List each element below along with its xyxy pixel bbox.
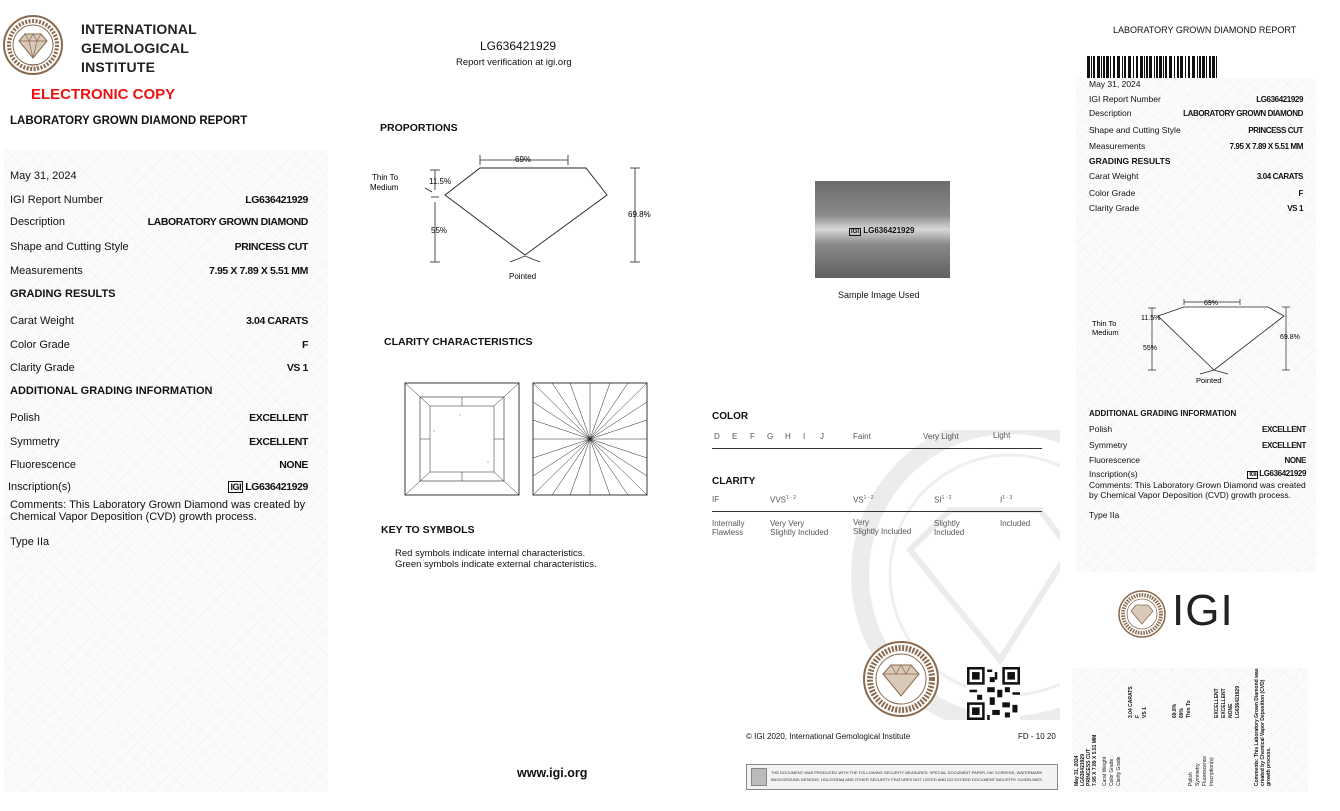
rotated-summary-strip: [1072, 668, 1308, 792]
symmetry-label: Symmetry: [10, 436, 60, 448]
clarity-desc-vvs: Very Very Slightly Included: [770, 519, 829, 537]
barcode-bar: [1146, 56, 1148, 78]
right-proportions-diagram: [1088, 292, 1308, 392]
shape-value: PRINCESS CUT: [234, 241, 308, 253]
right-symmetry-value: EXCELLENT: [1262, 441, 1306, 450]
color-range-light: Light: [993, 431, 1011, 440]
igi-logo-text: IGI: [1172, 586, 1234, 635]
table-percent: 69%: [515, 155, 532, 164]
right-clarity-grade-label: Clarity Grade: [1089, 203, 1140, 213]
right-additional-info-heading: ADDITIONAL GRADING INFORMATION: [1089, 409, 1237, 418]
proportions-heading: PROPORTIONS: [380, 122, 458, 134]
sample-igi-mark: IGI: [851, 229, 860, 235]
symmetry-value: EXCELLENT: [249, 436, 308, 448]
website-footer: www.igi.org: [517, 766, 588, 780]
right-culet-label: Pointed: [1196, 376, 1222, 385]
barcode-bar: [1106, 56, 1109, 78]
clarity-grade-value: VS 1: [286, 362, 308, 374]
verification-text: Report verification at igi.org: [456, 57, 572, 68]
igi-seal-bottom: [862, 640, 940, 718]
right-inscription-logo-icon: IGI: [1249, 472, 1257, 478]
color-grade-f: F: [750, 432, 755, 441]
sample-image-caption: Sample Image Used: [838, 290, 920, 300]
clarity-plot-pavilion: [532, 382, 648, 496]
fluorescence-value: NONE: [279, 459, 308, 471]
right-comments-text: Comments: This Laboratory Grown Diamond was created by Chemical Vapor Deposition (CVD) growth process.: [1089, 480, 1306, 500]
shape-label: Shape and Cutting Style: [10, 241, 129, 253]
color-range-very-light: Very Light: [923, 432, 959, 441]
right-diamond-type: Type IIa: [1089, 510, 1120, 520]
barcode-bar: [1206, 56, 1207, 78]
right-measurements-value: 7.95 X 7.89 X 5.51 MM: [1229, 142, 1303, 151]
carat-weight-label: Carat Weight: [10, 315, 74, 327]
color-grade-e: E: [732, 432, 738, 441]
color-grade-j: J: [820, 432, 824, 441]
measurements-label: Measurements: [10, 265, 83, 277]
barcode-bar: [1122, 56, 1123, 78]
right-report-date: May 31, 2024: [1089, 79, 1141, 89]
org-name-line1: INTERNATIONAL: [81, 21, 197, 37]
barcode-bar: [1192, 56, 1195, 78]
strip-col3: 3.04 CARATS F VS 1: [1128, 686, 1148, 718]
clarity-desc-if: Internally Flawless: [712, 519, 745, 537]
clarity-grade-vs: VS$^{1 - 2}$: [853, 495, 874, 505]
strip-col7: Comments: This Laboratory Grown Diamond was created by Chemical Vapor Deposition (CVD) growth process.: [1254, 668, 1272, 786]
strip-col4: 69.8% 69% Thin To: [1172, 700, 1192, 718]
barcode-bar: [1180, 56, 1183, 78]
qr-code: [967, 667, 1020, 720]
clarity-desc-i: Included: [1000, 519, 1031, 528]
barcode-bar: [1103, 56, 1105, 78]
right-grading-results-heading: GRADING RESULTS: [1089, 156, 1171, 166]
right-report-number-value: LG636421929: [1256, 95, 1303, 104]
pavilion-percent: 55%: [431, 226, 448, 235]
security-notice-box: [746, 764, 1058, 790]
report-number-header: LG636421929: [480, 39, 557, 53]
electronic-copy-label: ELECTRONIC COPY: [31, 86, 176, 103]
barcode-bar: [1199, 56, 1201, 78]
report-title: LABORATORY GROWN DIAMOND REPORT: [10, 115, 248, 127]
right-polish-label: Polish: [1089, 424, 1113, 434]
right-description-label: Description: [1089, 108, 1132, 118]
crown-percent: 11.5%: [429, 177, 452, 186]
barcode-bar: [1174, 56, 1175, 78]
culet-label: Pointed: [509, 272, 537, 281]
sample-inscription-image: [815, 181, 950, 278]
form-code: FD - 10 20: [1018, 732, 1056, 741]
proportions-diagram: [365, 145, 665, 285]
color-grade-g: G: [767, 432, 774, 441]
color-grade-value: F: [301, 339, 308, 351]
igi-seal-small: [1117, 589, 1167, 639]
barcode-bar: [1185, 56, 1186, 78]
right-girdle-label-line2: Medium: [1092, 328, 1119, 337]
color-grade-label: Color Grade: [10, 339, 70, 351]
additional-info-heading: ADDITIONAL GRADING INFORMATION: [10, 385, 213, 397]
barcode-bar: [1133, 56, 1134, 78]
right-color-grade-label: Color Grade: [1089, 188, 1136, 198]
right-description-value: LABORATORY GROWN DIAMOND: [1183, 109, 1303, 118]
right-clarity-grade-value: VS 1: [1287, 204, 1303, 213]
right-polish-value: EXCELLENT: [1262, 425, 1306, 434]
barcode-bar: [1169, 56, 1172, 78]
copyright-text: © IGI 2020, International Gemological Institute: [746, 732, 911, 741]
right-girdle-label-line1: Thin To: [1092, 319, 1117, 328]
barcode-bar: [1091, 56, 1092, 78]
barcode-bar: [1197, 56, 1198, 78]
comments-text: Comments: This Laboratory Grown Diamond was created by Chemical Vapor Deposition (CVD) growth process.: [10, 499, 306, 523]
diamond-type: Type IIa: [10, 536, 50, 548]
color-grade-d: D: [714, 432, 720, 441]
fluorescence-label: Fluorescence: [10, 459, 77, 471]
barcode-bar: [1149, 56, 1152, 78]
barcode: [1087, 56, 1219, 78]
carat-weight-value: 3.04 CARATS: [246, 315, 308, 327]
right-fluorescence-label: Fluorescence: [1089, 455, 1141, 465]
strip-col1: May 31, 2024 LG636421929 PRINCESS CUT 7.95 X 7.89 X 5.51 MM: [1074, 734, 1098, 786]
polish-label: Polish: [10, 412, 40, 424]
right-symmetry-label: Symmetry: [1089, 440, 1128, 450]
clarity-plot-crown: [404, 382, 520, 496]
security-notice-text: THE DOCUMENT WAS PRODUCED WITH THE FOLLOWING SECURITY MEASURES: SPECIAL DOCUMENT PAPER, INK SCREENS, WATERMARK BACKGROUND DESIGNS, HOLOGRAM AND OTHER SECURITY FEATURES NOT LISTED AND DO EXCEED DOCUMENT INDUSTRY GUIDELINES.: [771, 770, 1043, 782]
clarity-scale-rule: [712, 511, 1042, 512]
barcode-bar: [1163, 56, 1164, 78]
girdle-label-line2: Medium: [370, 183, 399, 192]
barcode-bar: [1093, 56, 1095, 78]
report-number-label: IGI Report Number: [10, 194, 103, 206]
org-name-line2: GEMOLOGICAL: [81, 40, 189, 56]
right-pavilion-percent: 55%: [1143, 345, 1158, 352]
inscription-label: Inscription(s): [8, 481, 71, 493]
clarity-grade-label: Clarity Grade: [10, 362, 75, 374]
barcode-bar: [1154, 56, 1155, 78]
barcode-bar: [1156, 56, 1158, 78]
right-table-percent: 69%: [1204, 300, 1219, 307]
igi-seal-logo: [2, 14, 64, 76]
clarity-grade-vvs: VVS$^{1 - 2}$: [770, 495, 797, 505]
seal-year: 1975: [27, 64, 39, 70]
right-carat-weight-value: 3.04 CARATS: [1256, 172, 1303, 181]
color-grade-i: I: [803, 432, 806, 441]
depth-percent: 69.8%: [628, 210, 651, 219]
org-name-line3: INSTITUTE: [81, 59, 156, 75]
barcode-bar: [1101, 56, 1102, 78]
barcode-bar: [1110, 56, 1111, 78]
color-scale-rule: [712, 448, 1042, 449]
barcode-bar: [1136, 56, 1138, 78]
strip-col6: EXCELLENT EXCELLENT NONE LG636421929: [1214, 686, 1241, 718]
right-measurements-label: Measurements: [1089, 141, 1146, 151]
barcode-bar: [1202, 56, 1205, 78]
key-green-symbols: Green symbols indicate external characteristics.: [395, 559, 597, 570]
key-to-symbols-heading: KEY TO SYMBOLS: [381, 524, 475, 536]
clarity-characteristics-heading: CLARITY CHARACTERISTICS: [384, 336, 533, 348]
report-date: May 31, 2024: [10, 170, 77, 182]
right-shape-label: Shape and Cutting Style: [1089, 125, 1181, 135]
measurements-value: 7.95 X 7.89 X 5.51 MM: [209, 265, 308, 277]
right-depth-percent: 69.8%: [1280, 334, 1300, 341]
clarity-grade-if: IF: [712, 495, 720, 504]
polish-value: EXCELLENT: [249, 412, 308, 424]
barcode-bar: [1097, 56, 1100, 78]
right-carat-weight-label: Carat Weight: [1089, 171, 1139, 181]
barcode-bar: [1140, 56, 1143, 78]
clarity-desc-si: Slightly Included: [934, 519, 965, 537]
inscription-logo-icon: IGI: [230, 482, 242, 492]
description-value: LABORATORY GROWN DIAMOND: [147, 216, 308, 228]
barcode-bar: [1113, 56, 1115, 78]
right-report-number-label: IGI Report Number: [1089, 94, 1161, 104]
key-red-symbols: Red symbols indicate internal characteristics.: [395, 548, 586, 559]
barcode-bar: [1165, 56, 1167, 78]
girdle-label-line1: Thin To: [372, 173, 399, 182]
clarity-scale-heading: CLARITY: [712, 476, 756, 487]
strip-col5: Polish Symmetry Fluorescence Inscription(s): [1188, 755, 1215, 786]
barcode-bar: [1216, 56, 1217, 78]
barcode-bar: [1188, 56, 1190, 78]
sample-inscription-text: IGI LG636421929: [851, 226, 915, 235]
barcode-bar: [1212, 56, 1215, 78]
color-grade-h: H: [785, 432, 791, 441]
grading-results-heading: GRADING RESULTS: [10, 288, 116, 300]
right-shape-value: PRINCESS CUT: [1248, 126, 1303, 135]
inscription-text: LG636421929: [245, 481, 308, 493]
inscription-value: [228, 481, 308, 493]
right-color-grade-value: F: [1298, 189, 1303, 198]
barcode-bar: [1117, 56, 1120, 78]
clarity-grade-si: SI$^{1 - 2}$: [934, 495, 952, 505]
right-crown-percent: 11.5%: [1141, 315, 1161, 322]
right-inscription-value: IGI LG636421929: [1249, 469, 1306, 478]
clarity-grade-i: $I^{1 - 3}$: [1000, 495, 1013, 505]
strip-col2: Carat Weight Color Grade Clarity Grade: [1102, 756, 1122, 786]
right-report-title: LABORATORY GROWN DIAMOND REPORT: [1113, 25, 1297, 35]
barcode-bar: [1144, 56, 1145, 78]
report-number-value: LG636421929: [245, 194, 308, 206]
right-fluorescence-value: NONE: [1284, 456, 1306, 465]
color-scale-heading: COLOR: [712, 411, 749, 422]
security-document-icon: [751, 768, 767, 786]
color-range-faint: Faint: [853, 432, 871, 441]
barcode-bar: [1128, 56, 1131, 78]
barcode-bar: [1177, 56, 1179, 78]
barcode-bar: [1209, 56, 1211, 78]
barcode-bar: [1159, 56, 1162, 78]
barcode-bar: [1124, 56, 1126, 78]
description-label: Description: [10, 216, 66, 228]
right-inscription-label: Inscription(s): [1089, 469, 1138, 479]
barcode-bar: [1087, 56, 1090, 78]
clarity-desc-vs: Very Slightly Included: [853, 518, 912, 536]
